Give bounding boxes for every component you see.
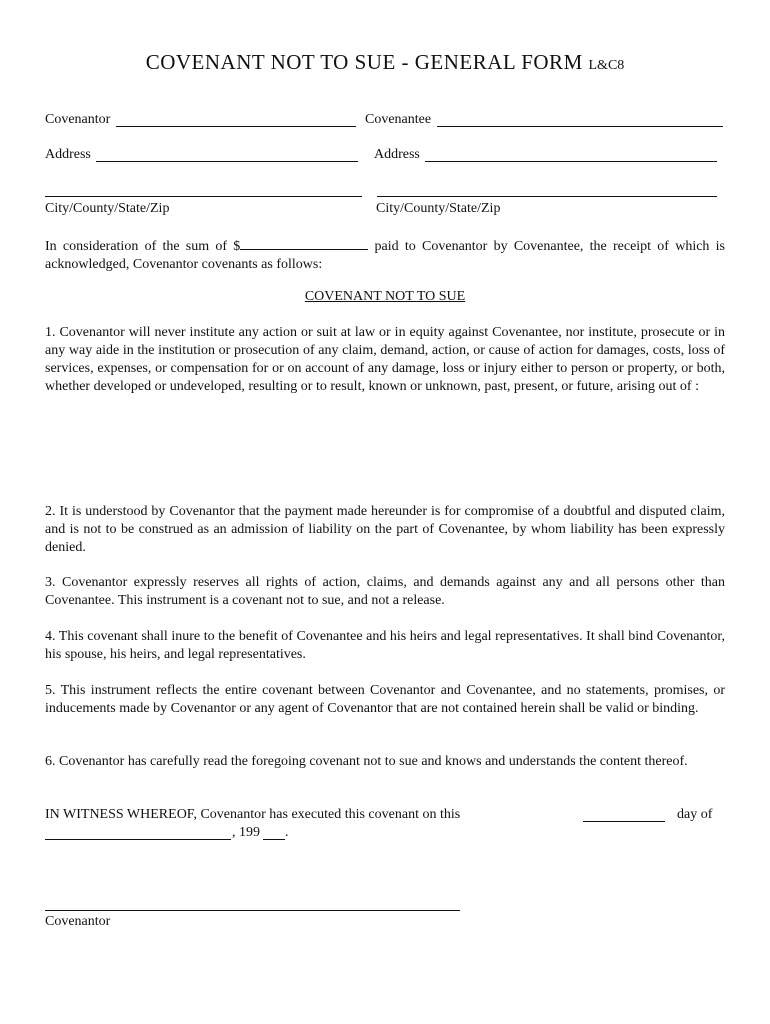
witness-year-field[interactable]	[263, 839, 285, 840]
covenantor-field[interactable]	[116, 126, 356, 127]
witness-month-field[interactable]	[45, 839, 231, 840]
city-right-label: City/County/State/Zip	[376, 201, 501, 216]
address-left-field[interactable]	[96, 161, 358, 162]
witness-prefix: IN WITNESS WHEREOF, Covenantor has executed this covenant on this	[45, 807, 461, 822]
title-main: COVENANT NOT TO SUE - GENERAL FORM	[145, 50, 583, 74]
consideration-prefix: In consideration of the sum of $	[45, 239, 241, 254]
city-right-field[interactable]	[377, 196, 717, 197]
covenantee-label: Covenantee	[365, 112, 432, 127]
consideration-suffix: paid to Covenantor by Covenantee, the receipt of which is acknowledged, Covenantor covenants as follows:	[45, 239, 726, 272]
covenantee-field[interactable]	[437, 126, 723, 127]
address-left-label: Address	[45, 147, 91, 162]
city-left-field[interactable]	[45, 196, 362, 197]
form-code: L&C8	[588, 58, 625, 73]
witness-year-prefix: , 199	[232, 825, 260, 840]
paragraph-1: 1. Covenantor will never institute any action or suit at law or in equity against Covenantee, nor institute, prosecute or in any way aide in the institution or prosecution of any claim, demand, action, or cause of action for damages, costs, loss of services, expenses, or compensation for or on account of any damage, loss or injury either to person or property, or both, whether developed or undeveloped, resulting or to result, known or unknown, past, present, or future, arising out of :	[45, 325, 725, 394]
page-title	[0, 50, 770, 75]
witness-day-of: day of	[677, 807, 713, 822]
paragraph-4: 4. This covenant shall inure to the benefit of Covenantee and his heirs and legal representatives. It shall bind Covenantor, his spouse, his heirs, and legal representatives.	[45, 629, 725, 662]
section-heading-text: COVENANT NOT TO SUE	[304, 289, 466, 304]
signature-label: Covenantor	[45, 914, 111, 929]
paragraph-3: 3. Covenantor expressly reserves all rights of action, claims, and demands against any and all persons other than Covenantee. This instrument is a covenant not to sue, and not a release.	[45, 575, 725, 608]
consideration-paragraph	[45, 235, 725, 274]
paragraph-6: 6. Covenantor has carefully read the foregoing covenant not to sue and knows and understands the content thereof.	[45, 754, 688, 769]
city-left-label: City/County/State/Zip	[45, 201, 170, 216]
address-right-label: Address	[374, 147, 420, 162]
paragraph-5: 5. This instrument reflects the entire covenant between Covenantor and Covenantee, and no statements, promises, or inducements made by Covenantor or any agent of Covenantor that are not contained herein shall be valid or binding.	[45, 683, 725, 716]
covenantor-label: Covenantor	[45, 112, 111, 127]
section-heading	[0, 289, 770, 305]
paragraph-2: 2. It is understood by Covenantor that the payment made hereunder is for compromise of a doubtful and disputed claim, and is not to be construed as an admission of liability on the part of Covenantee, by whom liability has been expressly denied.	[45, 504, 725, 555]
signature-line[interactable]	[45, 910, 460, 911]
address-right-field[interactable]	[425, 161, 717, 162]
amount-field[interactable]	[240, 235, 368, 250]
witness-year-suffix: .	[285, 825, 289, 840]
witness-day-field[interactable]	[583, 821, 665, 822]
